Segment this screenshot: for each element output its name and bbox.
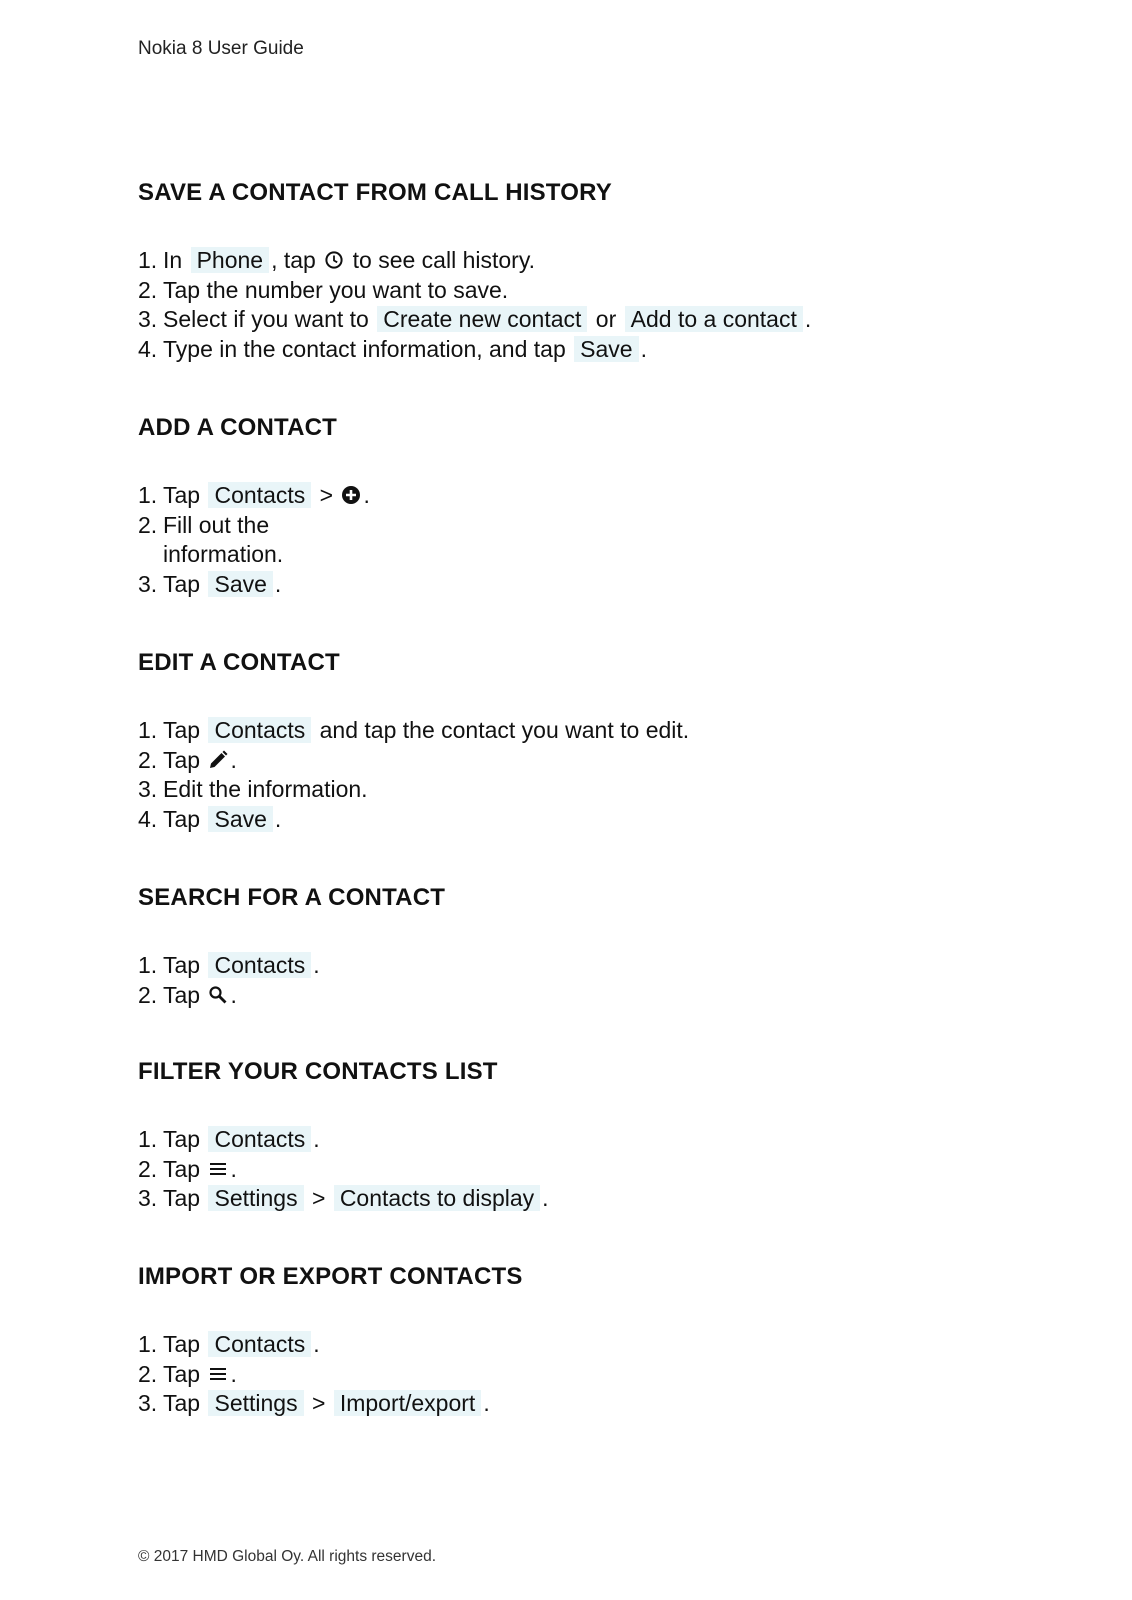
step-list: [138, 1125, 1038, 1214]
ui-term-create-new-contact: Create new contact: [377, 306, 587, 332]
step-text: to see call history.: [352, 247, 536, 273]
step-number: 2.: [138, 981, 158, 1008]
ui-term-save: Save: [208, 806, 272, 832]
step-item: [138, 246, 1038, 276]
section-title: IMPORT OR EXPORT CONTACTS: [138, 1263, 523, 1290]
step-text: .: [804, 306, 812, 332]
step-number: 4.: [138, 805, 158, 832]
step-text: Edit the information.: [163, 776, 368, 802]
step-text: Tap: [163, 1390, 201, 1416]
step-number: 1.: [138, 952, 158, 978]
step-item: [138, 481, 1038, 511]
step-item: [138, 570, 1038, 600]
pencil-icon: [208, 750, 228, 770]
step-text: Tap: [163, 1155, 201, 1182]
ui-term-import-export: Import/export: [334, 1390, 482, 1416]
section-edit-contact: [138, 648, 1038, 834]
step-number: 2.: [138, 746, 158, 773]
step-text: Tap: [163, 805, 201, 832]
menu-icon: [208, 1364, 228, 1384]
step-number: 3.: [138, 1390, 158, 1416]
step-number: 1.: [138, 482, 158, 508]
ui-term-contacts-to-display: Contacts to display: [334, 1185, 540, 1211]
step-text: >: [311, 1185, 326, 1211]
step-text: .: [363, 482, 370, 508]
add-circle-icon: [341, 485, 361, 505]
step-text: Fill out the: [163, 511, 270, 538]
step-text: .: [313, 1126, 320, 1152]
ui-term-add-to-a-contact: Add to a contact: [625, 306, 803, 332]
step-item: [138, 276, 1038, 306]
ui-term-settings: Settings: [208, 1185, 303, 1211]
step-text: Tap: [163, 746, 201, 773]
step-number: 3.: [138, 570, 158, 597]
ui-term-contacts: Contacts: [208, 1331, 311, 1357]
step-item: [138, 511, 1038, 541]
ui-term-phone: Phone: [191, 247, 270, 273]
step-text: .: [274, 805, 282, 832]
step-item: [138, 805, 1038, 835]
step-item: [138, 1184, 1038, 1214]
step-text: .: [230, 1155, 237, 1182]
section-add-contact: [138, 413, 1038, 599]
step-text: or: [595, 306, 617, 332]
step-list: [138, 951, 1038, 1010]
step-text: .: [483, 1390, 490, 1416]
step-number: 1.: [138, 247, 158, 273]
step-item: [138, 746, 1038, 776]
step-number: 1.: [138, 717, 158, 743]
section-import-export: [138, 1262, 1038, 1419]
step-text: Select if you want to: [163, 306, 369, 332]
ui-term-contacts: Contacts: [208, 717, 311, 743]
clock-icon: [324, 250, 344, 270]
step-number: 2.: [138, 1360, 158, 1387]
step-text: Type in the contact information, and tap: [163, 335, 566, 362]
step-item: [138, 335, 1038, 365]
step-text: Tap: [163, 1126, 201, 1152]
step-number: 2.: [138, 511, 158, 538]
step-number: 4.: [138, 335, 158, 362]
step-text: Tap: [163, 717, 201, 743]
section-title: EDIT A CONTACT: [138, 649, 340, 676]
step-number: 3.: [138, 306, 158, 332]
step-item: [138, 716, 1038, 746]
ui-term-settings: Settings: [208, 1390, 303, 1416]
step-item: [138, 1125, 1038, 1155]
step-number: 3.: [138, 776, 158, 802]
step-number: 1.: [138, 1331, 158, 1357]
step-item: [138, 305, 1038, 335]
page-header: Nokia 8 User Guide: [138, 38, 304, 59]
step-number: 2.: [138, 1155, 158, 1182]
step-item: [138, 981, 1038, 1011]
step-text: Tap: [163, 570, 201, 597]
section-title: SEARCH FOR A CONTACT: [138, 884, 446, 911]
step-text: .: [230, 981, 237, 1008]
ui-term-contacts: Contacts: [208, 482, 311, 508]
step-text: Tap: [163, 482, 201, 508]
step-item: [138, 951, 1038, 981]
step-text: >: [311, 1390, 326, 1416]
step-item: [138, 775, 1038, 805]
section-save-contact: [138, 178, 1038, 364]
step-item: [138, 1360, 1038, 1390]
step-text: Tap: [163, 1185, 201, 1211]
section-title: FILTER YOUR CONTACTS LIST: [138, 1058, 498, 1085]
step-text: .: [313, 952, 320, 978]
step-number: 1.: [138, 1126, 158, 1152]
step-item: [138, 1155, 1038, 1185]
menu-icon: [208, 1159, 228, 1179]
step-text: .: [274, 570, 282, 597]
page-footer: © 2017 HMD Global Oy. All rights reserved.: [138, 1548, 436, 1565]
step-number: 3.: [138, 1185, 158, 1211]
step-text: .: [640, 335, 647, 362]
step-text: and tap the contact you want to edit.: [319, 717, 690, 743]
step-list: [138, 246, 1038, 364]
section-filter-contacts: [138, 1057, 1038, 1214]
step-text: Tap: [163, 1331, 201, 1357]
step-text: .: [542, 1185, 549, 1211]
step-text: .: [230, 1360, 237, 1387]
ui-term-contacts: Contacts: [208, 952, 311, 978]
ui-term-contacts: Contacts: [208, 1126, 311, 1152]
step-text: Tap: [163, 952, 201, 978]
step-list: [138, 481, 1038, 599]
step-item-continuation: [138, 540, 1038, 570]
step-text: .: [230, 746, 237, 773]
step-text: Tap the number you want to save.: [163, 276, 509, 303]
step-text: In: [163, 247, 183, 273]
step-text: Tap: [163, 981, 201, 1008]
step-text: .: [313, 1331, 320, 1357]
step-list: [138, 1330, 1038, 1419]
ui-term-save: Save: [574, 336, 638, 362]
step-text: Tap: [163, 1360, 201, 1387]
step-number: 2.: [138, 276, 158, 303]
step-text: >: [319, 482, 334, 508]
step-list: [138, 716, 1038, 834]
search-icon: [208, 985, 228, 1005]
section-title: SAVE A CONTACT FROM CALL HISTORY: [138, 179, 612, 206]
step-item: [138, 1330, 1038, 1360]
step-text: information.: [163, 541, 284, 567]
section-title: ADD A CONTACT: [138, 414, 338, 441]
step-item: [138, 1389, 1038, 1419]
section-search-contact: [138, 883, 1038, 1010]
ui-term-save: Save: [208, 571, 272, 597]
step-text: , tap: [271, 247, 316, 273]
